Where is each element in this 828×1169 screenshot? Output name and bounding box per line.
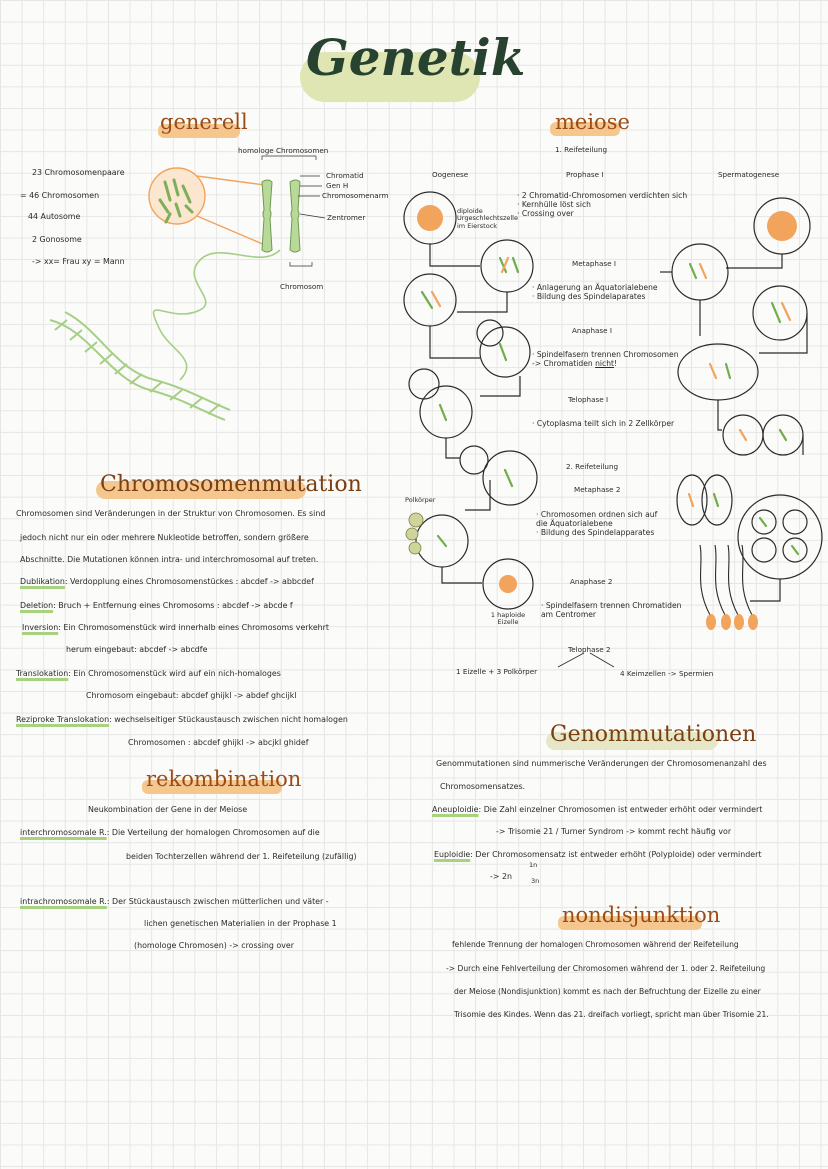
telophase2-label: Telophase 2	[568, 645, 611, 654]
mutation-text: : Ein Chromosomenstück wird innerhalb eines Chromosoms verkehrt	[58, 623, 330, 632]
fact-line: 23 Chromosomenpaare	[32, 168, 125, 177]
metaphase2-notes	[536, 510, 666, 537]
spermatogenese-label: Spermatogenese	[718, 170, 780, 179]
anaphase2-note: · Spindelfasern trennen Chromatiden am Centromer	[541, 601, 682, 620]
ratio-bottom: 3n	[531, 877, 540, 885]
note-line: · Bildung des Spindelapparates	[536, 528, 655, 538]
generell-heading: generell	[160, 110, 248, 134]
haploid-label: 1 haploide Eizelle	[490, 611, 526, 627]
fact-line: -> xx= Frau xy = Mann	[32, 257, 125, 266]
intra-line	[20, 897, 329, 906]
meiose-heading: meiose	[555, 110, 630, 134]
nondisjunktion-line: fehlende Trennung der homalogen Chromosomen während der Reifeteilung	[452, 940, 739, 949]
result-branches	[540, 650, 630, 670]
ratio-top: 1n	[529, 861, 538, 869]
mutation-item: herum eingebaut: abcdef -> abcdfe	[66, 645, 208, 654]
result-left: 1 Eizelle + 3 Polkörper	[456, 667, 538, 676]
anaphase2-label: Anaphase 2	[570, 577, 613, 586]
aneuploidie-line	[432, 805, 762, 814]
note-line: · Crossing over	[517, 209, 574, 219]
anaphase-notes	[532, 350, 679, 368]
chromosomenmutation-heading: Chromosomenmutation	[100, 472, 362, 497]
note-line: · 2 Chromatid-Chromosomen verdichten sich	[517, 191, 688, 200]
mutation-item	[22, 623, 329, 632]
euploidie-example: -> 2n	[490, 872, 512, 881]
label-homologe: homologe Chromosomen	[238, 146, 329, 155]
label-chromatid: Chromatid	[326, 171, 364, 180]
mutation-item	[16, 669, 281, 678]
intra-line: lichen genetischen Materialien in der Prophase 1	[144, 919, 337, 928]
mutation-term: Dublikation	[20, 577, 65, 586]
mutation-term: Deletion	[20, 601, 54, 610]
rekombination-heading: rekombination	[146, 767, 302, 791]
note-line: · Kernhülle löst sich	[517, 200, 591, 210]
prophase-label: Prophase I	[566, 170, 604, 179]
inter-term: interchromosomale R.	[20, 828, 107, 837]
euploidie-line	[434, 850, 761, 859]
metaphase-label: Metaphase I	[572, 259, 616, 268]
polkoerper-label: Polkörper	[405, 496, 436, 504]
fact-line: 44 Autosome	[28, 212, 81, 221]
note-line: · Bildung des Spindelaparates	[532, 292, 646, 302]
mutation-text: : Bruch + Entfernung eines Chromosoms : abcdef -> abcde f	[53, 601, 293, 610]
mutation-intro: Abschnitte. Die Mutationen können intra- und interchromosomal auf treten.	[20, 555, 319, 564]
note-emphasis: nicht	[595, 359, 614, 369]
oogenese-label: Oogenese	[432, 170, 469, 179]
label-chromosom: Chromosom	[280, 282, 324, 291]
genom-intro: Genommutationen sind nummerische Veränderungen der Chromosomenanzahl des	[436, 759, 767, 768]
telophase-label: Telophase I	[568, 395, 609, 404]
result-right: 4 Keimzellen -> Spermien	[620, 669, 714, 678]
mutation-intro: jedoch nicht nur ein oder mehrere Nukleotide betroffen, sondern größere	[20, 533, 309, 542]
metaphase-notes	[532, 283, 658, 301]
mutation-term: Translokation	[16, 669, 69, 678]
second-division-label: 2. Reifeteilung	[566, 462, 619, 471]
nondisjunktion-line: Trisomie des Kindes. Wenn das 21. dreifach vorliegt, spricht man über Trisomie 21.	[454, 1010, 769, 1019]
inter-text: : Die Verteilung der homalogen Chromosomen auf die	[106, 828, 320, 837]
label-arm: Chromosomenarm	[322, 191, 389, 200]
cell-note: diploide Urgeschlechtszelle im Eierstock	[457, 207, 518, 230]
label-zentromer: Zentromer	[327, 213, 366, 222]
mutation-term: Reziproke Translokation	[16, 715, 110, 724]
genom-intro: Chromosomensatzes.	[440, 782, 526, 791]
note-end: !	[613, 359, 618, 369]
note-line: · Chromosomen ordnen sich auf die Äquatorialebene	[536, 510, 658, 529]
aneuploidie-example: -> Trisomie 21 / Turner Syndrom -> kommt recht häufig vor	[496, 827, 732, 836]
note-line: · Spindelfasern trennen Chromosomen	[532, 350, 679, 359]
fact-line: = 46 Chromosomen	[20, 191, 100, 200]
note-text: -> Chromatiden	[532, 359, 596, 369]
inter-line	[20, 828, 320, 837]
mutation-term: Inversion	[22, 623, 59, 632]
genommutationen-heading: Genommutationen	[550, 722, 757, 747]
mutation-item	[16, 715, 348, 724]
intra-text: : Der Stückaustausch zwischen mütterlichen und väter -	[106, 897, 329, 906]
mutation-text: : wechselseitiger Stückaustausch zwischen nicht homalogen	[109, 715, 348, 724]
mutation-text: : Verdopplung eines Chromosomenstückes : abcdef -> abbcdef	[64, 577, 314, 586]
mutation-item: Chromosom eingebaut: abcdef ghijkl -> abdef ghcijkl	[86, 691, 297, 700]
aneuploidie-term: Aneuploidie	[432, 805, 479, 814]
note-line	[532, 359, 679, 368]
note-line: · Anlagerung an Äquatorialebene	[532, 283, 658, 292]
mutation-text: : Ein Chromosomenstück wird auf ein nich-homaloges	[68, 669, 281, 678]
intra-line: (homologe Chromosen) -> crossing over	[134, 941, 295, 950]
nondisjunktion-line: der Meiose (Nondisjunktion) kommt es nach der Befruchtung der Eizelle zu einer	[454, 987, 761, 996]
inter-line: beiden Tochterzellen während der 1. Reifeteilung (zufällig)	[126, 852, 357, 861]
mutation-item	[20, 577, 314, 586]
prophase-notes	[517, 191, 687, 218]
anaphase-label: Anaphase I	[572, 326, 612, 335]
mutation-item: Chromosomen : abcdef ghijkl -> abcjkl ghidef	[128, 738, 309, 747]
mutation-intro: Chromosomen sind Veränderungen in der Struktur von Chromosomen. Es sind	[16, 509, 326, 518]
meiose-diagram	[395, 180, 825, 640]
euploidie-term: Euploidie	[434, 850, 471, 859]
intra-term: intrachromosomale R.	[20, 897, 107, 906]
fact-line: 2 Gonosome	[32, 235, 82, 244]
nondisjunktion-line: -> Durch eine Fehlverteilung der Chromosomen während der 1. oder 2. Reifeteilung	[446, 964, 766, 973]
euploidie-text: : Der Chromosomensatz ist entweder erhöht (Polyploide) oder vermindert	[470, 850, 762, 859]
metaphase2-label: Metaphase 2	[574, 485, 621, 494]
page-title: Genetik	[306, 28, 526, 87]
label-gen: Gen H	[326, 181, 349, 190]
aneuploidie-text: : Die Zahl einzelner Chromosomen ist entweder erhöht oder vermindert	[478, 805, 763, 814]
first-division-label: 1. Reifeteilung	[555, 145, 608, 154]
telophase-note: · Cytoplasma teilt sich in 2 Zellkörper	[532, 419, 675, 428]
mutation-item	[20, 601, 293, 610]
rekombination-intro: Neukombination der Gene in der Meiose	[88, 805, 248, 814]
nondisjunktion-heading: nondisjunktion	[562, 903, 721, 927]
